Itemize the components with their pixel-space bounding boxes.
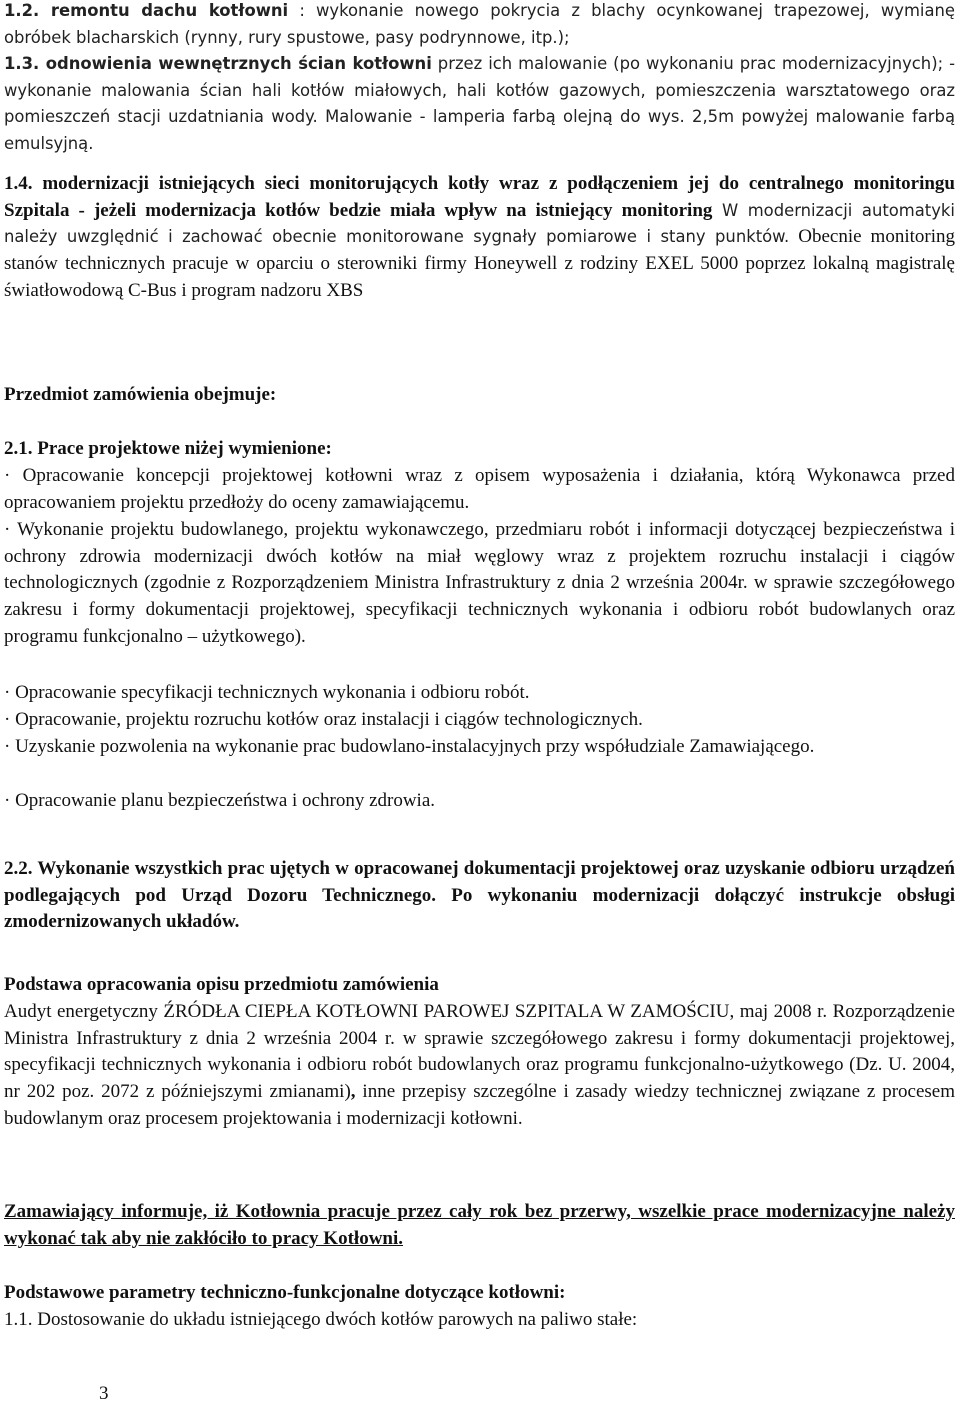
scope-heading: Przedmiot zamówienia obejmuje:: [4, 384, 277, 405]
basis-comma: ,: [350, 1081, 356, 1103]
notice: Zamawiający informuje, iż Kotłownia pracuje przez cały rok bez przerwy, wszelkie prace modernizacyjne należy wykonać tak aby nie zakłóciło to pracy Kotłowni.: [4, 1201, 955, 1249]
section-1-4-text2: Obecnie monitoring stanów technicznych pracuje w oparciu o sterowniki firmy Honeywell z rodziny EXEL 5000 poprzez lokalną magistralę światłowodową C-Bus i program nadzoru XBS: [4, 226, 955, 301]
section-1-3-text: przez ich malowanie (po wykonaniu prac modernizacyjnych); - wykonanie malowania ścian hali kotłów miałowych, hali kotłów gazowych, pomieszczenia warsztatowego oraz pomieszczeń stacji uzdatniania wody. Malowanie - lamperia farbą olejną do wys. 2,5m powyżej malowanie farbą emulsyjną.: [4, 54, 956, 154]
bullet-item: · Opracowanie planu bezpieczeństwa i ochrony zdrowia.: [4, 790, 436, 811]
basis-text-2: inne przepisy szczególne i zasady wiedzy technicznej związane z procesem budowlanym oraz procesem projektowania i modernizacji kotłowni.: [4, 1081, 955, 1129]
section-1-4-lead: 1.4. modernizacji istniejących sieci monitorujących kotły wraz z podłączeniem jej do centralnego monitoringu Szpitala - jeżeli modernizacja kotłów bedzie miała wpływ na istniejący monitoring: [4, 173, 955, 221]
bullet-item: · Uzyskanie pozwolenia na wykonanie prac budowlano-instalacyjnych przy współudziale Zamawiającego.: [4, 736, 815, 757]
section-1-3: [4, 51, 955, 158]
basis-text: [4, 999, 955, 1133]
bullet-item: · Opracowanie specyfikacji technicznych wykonania i odbioru robót.: [4, 682, 530, 703]
basis-text-1: Audyt energetyczny ŹRÓDŁA CIEPŁA KOTŁOWNI PAROWEJ SZPITALA W ZAMOŚCIU, maj 2008 r. Rozporządzenie Ministra Infrastruktury z dnia 2 września 2004 r. w sprawie szczegółowego zakresu i formy dokumentacji projektowej, specyfikacji technicznych wykonania i odbioru robót budowlanych oraz programu funkcjonalno-użytkowego (Dz. U. 2004, nr 202 poz. 2072 z późniejszymi zmianami): [4, 1001, 955, 1103]
section-2-2: 2.2. Wykonanie wszystkich prac ujętych w opracowanej dokumentacji projektowej oraz uzyskanie odbioru urządzeń podlegających pod Urząd Dozoru Technicznego. Po wykonaniu modernizacji dołączyć instrukcje obsługi zmodernizowanych układów.: [4, 858, 955, 933]
section-2-1-heading: 2.1. Prace projektowe niżej wymienione:: [4, 438, 332, 459]
page-number: 3: [99, 1383, 109, 1404]
basis-heading: Podstawa opracowania opisu przedmiotu zamówienia: [4, 974, 439, 995]
section-1-2-text: : wykonanie nowego pokrycia z blachy ocynkowanej trapezowej, wymianę obróbek blacharskich (rynny, rury spustowe, pasy podrynnowe, itp.);: [4, 1, 955, 47]
params-heading: Podstawowe parametry techniczno-funkcjonalne dotyczące kotłowni:: [4, 1282, 566, 1303]
bullet-item: · Opracowanie koncepcji projektowej kotłowni wraz z opisem wyposażenia i działania, którą Wykonawca przed opracowaniem projektu przedłoży do oceny zamawiającemu.: [4, 465, 955, 513]
params-item: 1.1. Dostosowanie do układu istniejącego dwóch kotłów parowych na paliwo stałe:: [4, 1309, 638, 1330]
section-1-4: [4, 171, 955, 305]
bullet-item: · Wykonanie projektu budowlanego, projektu wykonawczego, przedmiaru robót i informacji dotyczącej bezpieczeństwa i ochrony zdrowia modernizacji dwóch kotłów na miał węglowy wraz z projektem rozruchu instalacji i ciągów technologicznych (zgodnie z Rozporządzeniem Ministra Infrastruktury z dnia 2 września 2004r. w sprawie szczegółowego zakresu i formy dokumentacji projektowej, specyfikacji technicznych wykonania i odbioru robót budowlanych oraz programu funkcjonalno – użytkowego).: [4, 519, 955, 647]
bullet-item: · Opracowanie, projektu rozruchu kotłów oraz instalacji i ciągów technologicznych.: [4, 709, 643, 730]
section-1-2-lead: 1.2. remontu dachu kotłowni: [4, 1, 289, 20]
section-1-2: [4, 0, 955, 51]
section-1-4-text1: W modernizacji automatyki należy uwzględnić i zachować obecnie monitorowane sygnały pomiarowe i stany punktów.: [4, 200, 955, 247]
section-1-3-lead: 1.3. odnowienia wewnętrznych ścian kotłowni: [4, 54, 432, 73]
